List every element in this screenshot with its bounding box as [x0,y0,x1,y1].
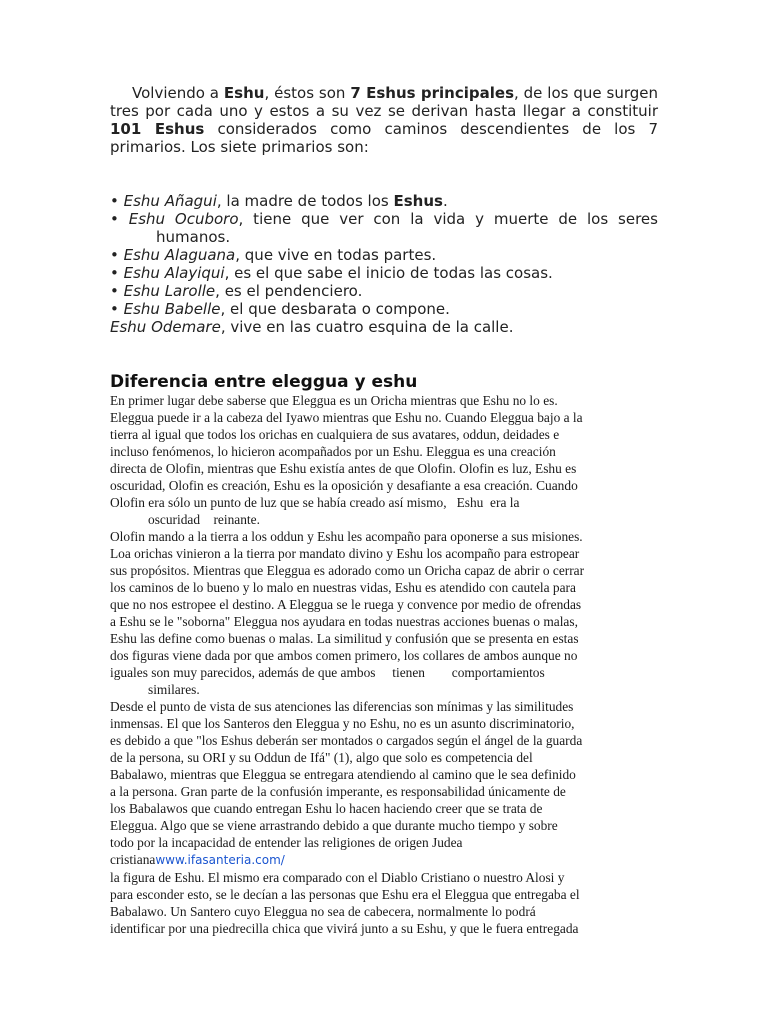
intro-principales: 7 Eshus principales [350,84,514,102]
body-line: de la persona, su ORI y su Oddun de Ifá" (1), algo que solo es competencia del [110,750,533,765]
intro-paragraph [110,84,658,156]
list-item: • Eshu Añagui, la madre de todos los Eshus. [110,192,448,210]
body-line: Desde el punto de vista de sus atenciones las diferencias son mínimas y las similitudes [110,699,574,714]
eshu-name: Eshu Añagui [123,192,217,210]
eshu-name: Eshu Ocuboro [128,210,239,228]
body-line: dos figuras viene dada por que ambos comen primero, los collares de ambos aunque no [110,648,578,663]
list-item-continuation: humanos. [156,228,231,246]
body-line: incluso fenómenos, lo hicieron acompañados por un Eshu. Eleggua es una creación [110,444,556,459]
eshu-name: Eshu Odemare [110,318,221,336]
intro-text: considerados como caminos descendientes de los 7 primarios. Los siete primarios son: [110,120,658,156]
body-line: oscuridad, Olofin es creación, Eshu es la oposición y desafiante a esa creación. Cuando [110,478,578,493]
body-line: todo por la incapacidad de entender las religiones de origen Judea [110,835,463,850]
body-line: Eshu las define como buenas o malas. La similitud y confusión que se presenta en estas [110,631,579,646]
body-line: Eleggua. Algo que se viene arrastrando debido a que durante mucho tiempo y sobre [110,818,558,833]
body-text: cristiana [110,852,156,867]
body-line: Babalawo, mientras que Eleggua se entregara atendiendo al camino que le sea definido [110,767,576,782]
body-line: sus propósitos. Mientras que Eleggua es adorado como un Oricha capaz de abrir o cerrar [110,563,585,578]
section-heading: Diferencia entre eleggua y eshu [110,372,418,392]
eshu-name: Eshu Babelle [123,300,221,318]
body-line: Olofin era sólo un punto de luz que se había creado así mismo, Eshu era la [110,495,520,510]
body-line: Babalawo. Un Santero cuyo Eleggua no sea de cabecera, normalmente lo podrá [110,904,536,919]
list-item: • Eshu Alayiqui, es el que sabe el inicio de todas las cosas. [110,264,553,282]
body-line-with-link [110,851,658,869]
body-line: es debido a que "los Eshus deberán ser montados o cargados según el ángel de la guarda [110,733,583,748]
body-line: Olofin mando a la tierra a los oddun y Eshu les acompaño para oponerse a sus misiones. [110,529,583,544]
section-body [110,392,658,937]
body-line: los Babalawos que cuando entregan Eshu lo hacen haciendo creer que se trata de [110,801,543,816]
eshu-name: Eshu Alayiqui [123,264,225,282]
body-line: a Eshu se le "soborna" Eleggua nos ayudara en todas nuestras acciones buenas o malas, [110,614,578,629]
body-line: tierra al igual que todos los orichas en cualquiera de sus avatares, oddun, deidades e [110,427,560,442]
source-link[interactable]: www.ifasanteria.com/ [155,853,285,867]
list-item: • Eshu Ocuboro, tiene que ver con la vida y muerte de los seres [110,210,658,228]
intro-eshu: Eshu [223,84,265,102]
body-line: identificar por una piedrecilla chica que vivirá junto a su Eshu, y que le fuera entregada [110,921,579,936]
body-line: la figura de Eshu. El mismo era comparado con el Diablo Cristiano o nuestro Alosi y [110,870,565,885]
intro-text: , éstos son [264,84,351,102]
body-line: para esconder esto, se le decían a las personas que Eshu era el Eleggua que entregaba el [110,887,580,902]
eshu-name: Eshu Larolle [123,282,216,300]
body-line: Loa orichas vinieron a la tierra por mandato divino y Eshu los acompaño para estropear [110,546,580,561]
body-line: que no nos estropee el destino. A Eleggua se le ruega y convence por medio de ofrendas [110,597,582,612]
body-line: a la persona. Gran parte de la confusión imperante, es responsabilidad únicamente de [110,784,566,799]
body-line: los caminos de lo bueno y lo malo en nuestras vidas, Eshu es atendido con cautela para [110,580,576,595]
body-line: similares. [148,682,200,697]
body-line: inmensas. El que los Santeros den Eleggua y no Eshu, no es un asunto discriminatorio, [110,716,575,731]
primarios-list [110,192,658,336]
eshu-name: Eshu Alaguana [123,246,236,264]
list-item: • Eshu Larolle, es el pendenciero. [110,282,363,300]
body-line: oscuridad reinante. [148,512,260,527]
intro-text: , de los que surgen tres por cada uno y estos a su vez se derivan hasta llegar a constituir [110,84,658,120]
list-item: Eshu Odemare, vive en las cuatro esquina de la calle. [110,318,514,336]
list-item: • Eshu Alaguana, que vive en todas partes. [110,246,437,264]
body-line: iguales son muy parecidos, además de que ambos tienen comportamientos [110,665,545,680]
body-line: En primer lugar debe saberse que Eleggua es un Oricha mientras que Eshu no lo es. [110,393,558,408]
body-line: Eleggua puede ir a la cabeza del Iyawo mientras que Eshu no. Cuando Eleggua bajo a la [110,410,583,425]
intro-101-eshus: 101 Eshus [110,120,205,138]
intro-text: Volviendo a [132,84,224,102]
body-line: directa de Olofin, mientras que Eshu existía antes de que Olofin. Olofin es luz, Eshu es [110,461,577,476]
list-item: • Eshu Babelle, el que desbarata o compone. [110,300,450,318]
